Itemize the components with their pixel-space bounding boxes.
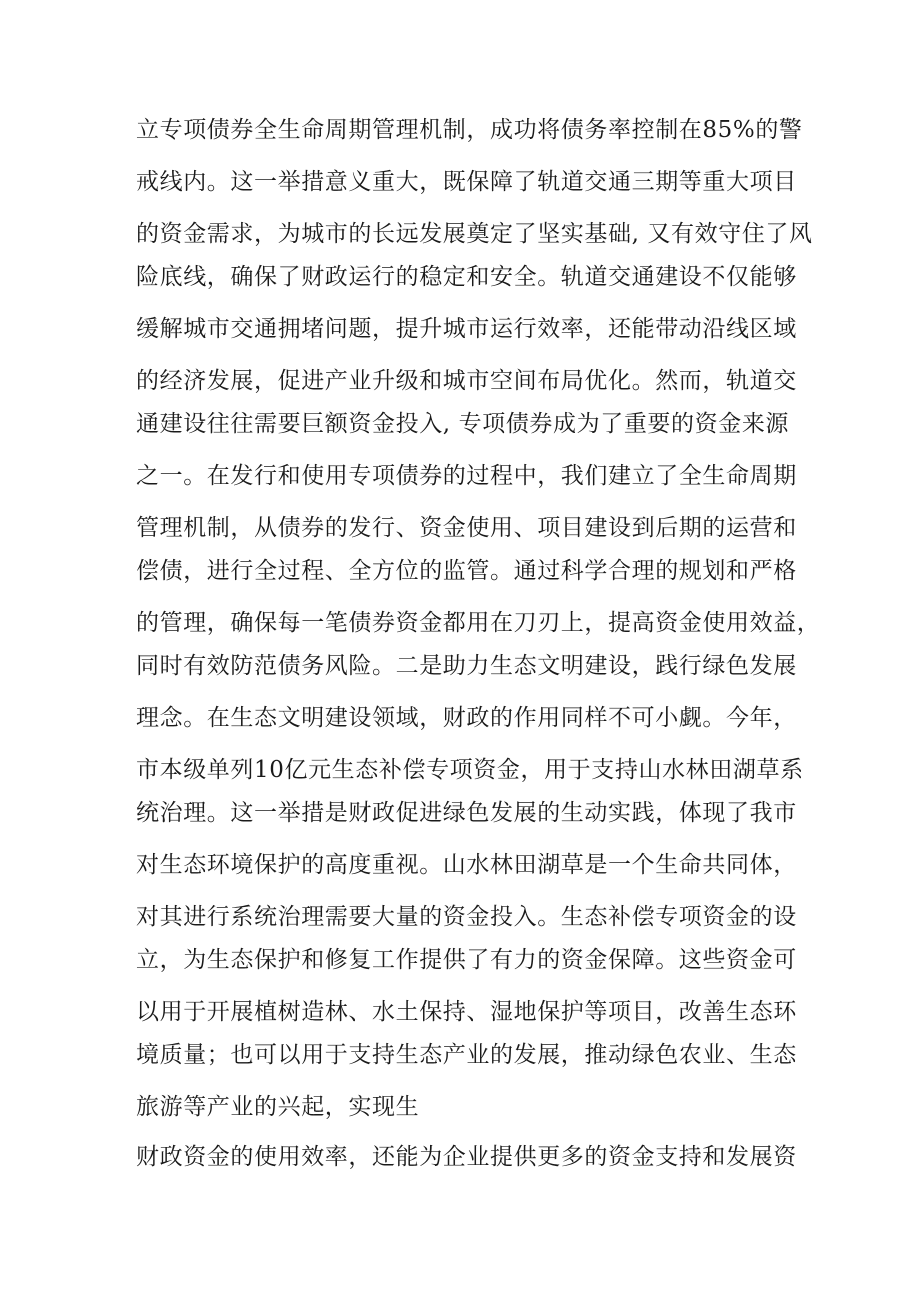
paragraph-line: 的资金需求，为城市的长远发展奠定了坚实基础, 又有效守住了风 [136,221,813,247]
paragraph-line: 戒线内。这一举措意义重大，既保障了轨道交通三期等重大项目 [136,169,797,195]
paragraph-line: 险底线，确保了财政运行的稳定和安全。轨道交通建设不仅能够 [136,264,797,290]
paragraph-line: 偿债，进行全过程、全方位的监管。通过科学合理的规划和严格 [136,558,797,584]
paragraph-line: 的经济发展，促进产业升级和城市空间布局优化。然而，轨道交 [136,368,797,394]
paragraph-line: 以用于开展植树造林、水土保持、湿地保护等项目，改善生态环 [136,999,797,1025]
paragraph-line: 缓解城市交通拥堵问题，提升城市运行效率，还能带动沿线区域 [136,316,797,342]
paragraph-line: 境质量；也可以用于支持生态产业的发展，推动绿色农业、生态 [136,1042,797,1068]
paragraph-line: 的管理，确保每一笔债券资金都用在刀刃上，提高资金使用效益， [136,610,821,636]
paragraph-line: 立，为生态保护和修复工作提供了有力的资金保障。这些资金可 [136,947,797,973]
paragraph-line: 对其进行系统治理需要大量的资金投入。生态补偿专项资金的设 [136,904,797,930]
paragraph-line: 市本级单列10亿元生态补偿专项资金，用于支持山水林田湖草系 [136,757,804,783]
trailing-line: 财政资金的使用效率，还能为企业提供更多的资金支持和发展资 [136,1144,797,1170]
paragraph-line: 管理机制，从债券的发行、资金使用、项目建设到后期的运营和 [136,515,797,541]
paragraph-line: 旅游等产业的兴起，实现生 [136,1094,420,1120]
paragraph-line: 统治理。这一举措是财政促进绿色发展的生动实践，体现了我市 [136,800,797,826]
paragraph-line: 通建设往往需要巨额资金投入, 专项债券成为了重要的资金来源 [136,411,790,437]
paragraph-line: 同时有效防范债务风险。二是助力生态文明建设，践行绿色发展 [136,653,797,679]
paragraph-line: 立专项债券全生命周期管理机制，成功将债务率控制在85%的警 [136,117,803,143]
paragraph-line: 对生态环境保护的高度重视。山水林田湖草是一个生命共同体， [136,852,797,878]
paragraph-line: 之一。在发行和使用专项债券的过程中，我们建立了全生命周期 [136,463,797,489]
paragraph-line: 理念。在生态文明建设领域，财政的作用同样不可小觑。今年， [136,705,797,731]
